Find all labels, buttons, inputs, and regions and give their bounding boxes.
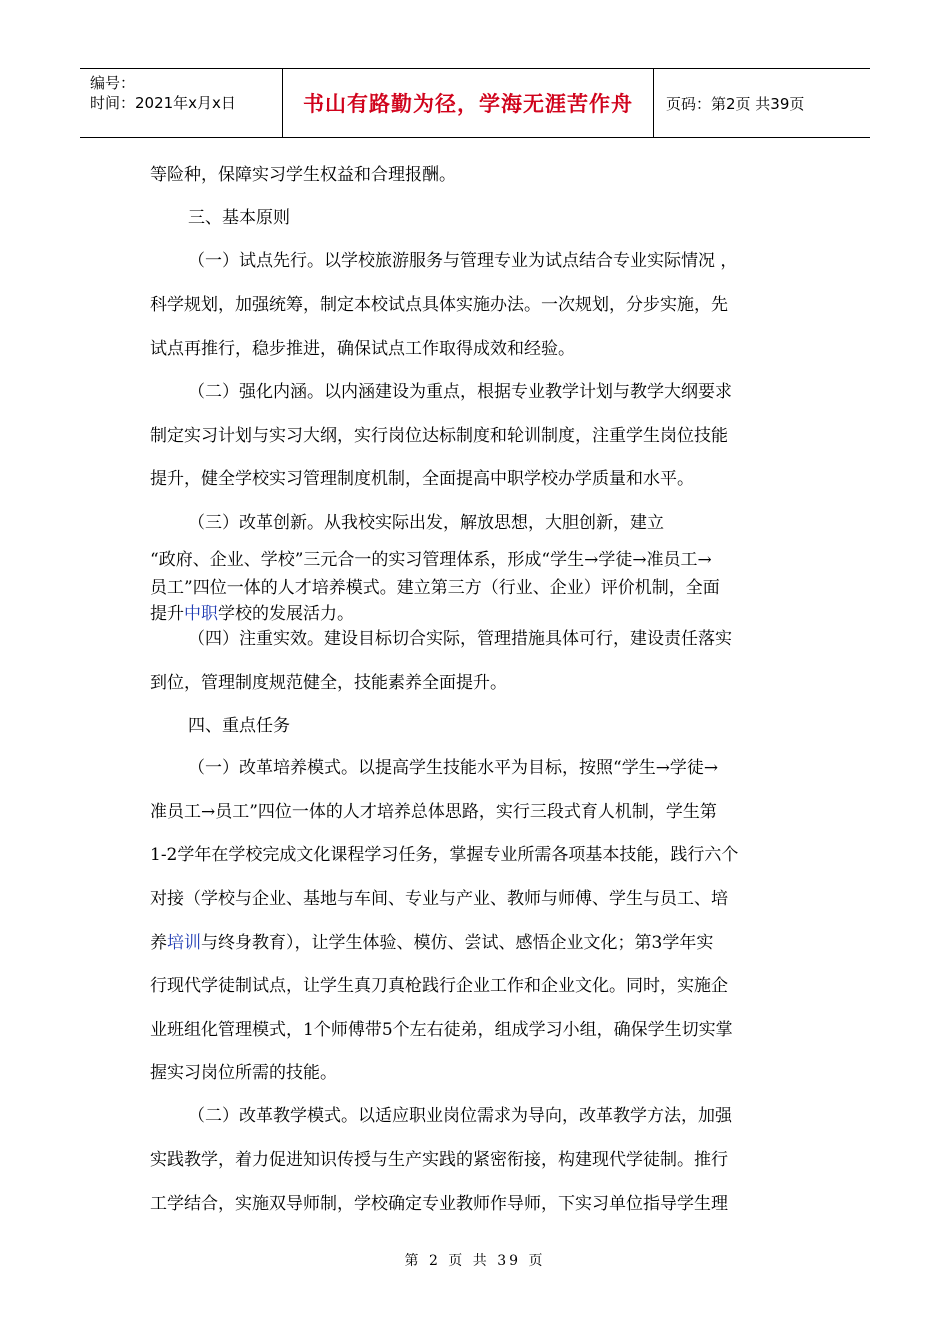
text-line: （三）改革创新。从我校实际出发，解放思想，大胆创新，建立 [188,513,664,533]
section-heading: 四、重点任务 [188,716,290,736]
text-line: 制定实习计划与实习大纲，实行岗位达标制度和轮训制度，注重学生岗位技能 [150,426,728,446]
text-line: 提升，健全学校实习管理制度机制，全面提高中职学校办学质量和水平。 [150,469,694,489]
number-label: 编号： [90,74,136,92]
text-line: （四）注重实效。建设目标切合实际，管理措施具体可行，建设责任落实 [188,629,732,649]
text-line: 试点再推行，稳步推进，确保试点工作取得成效和经验。 [150,339,575,359]
text-line: 到位，管理制度规范健全，技能素养全面提升。 [150,673,507,693]
text-line: 工学结合，实施双导师制，学校确定专业教师作导师，下实习单位指导学生理 [150,1194,728,1214]
header-page-cell [654,69,870,137]
text-line [150,599,354,624]
text-line: 科学规划，加强统筹，制定本校试点具体实施办法。一次规划，分步实施，先 [150,295,728,315]
text-span: 学校的发展活力。 [218,604,354,624]
text-span: 提升 [150,604,184,624]
text-line: 实践教学，着力促进知识传授与生产实践的紧密衔接，构建现代学徒制。推行 [150,1150,728,1170]
header-meta [80,69,282,137]
text-line: （二）强化内涵。以内涵建设为重点，根据专业教学计划与教学大纲要求 [188,382,732,402]
text-line: 行现代学徒制试点，让学生真刀真枪践行企业工作和企业文化。同时，实施企 [150,976,728,996]
text-line: 对接（学校与企业、基地与车间、专业与产业、教师与师傅、学生与员工、培 [150,889,728,909]
header-motto-cell [282,69,654,137]
text-line: 员工”四位一体的人才培养模式。建立第三方（行业、企业）评价机制，全面 [150,578,720,598]
text-span: 与终身教育），让学生体验、模仿、尝试、感悟企业文化；第3学年实 [201,933,714,953]
page-footer: 第 2 页 共 39 页 [404,1253,546,1269]
link-peixun[interactable]: 培训 [167,933,201,953]
text-line: （二）改革教学模式。以适应职业岗位需求为导向，改革教学方法，加强 [188,1106,732,1126]
text-line: （一）试点先行。以学校旅游服务与管理专业为试点结合专业实际情况 ， [188,251,738,271]
section-heading: 三、基本原则 [188,208,290,228]
link-zhongzhi[interactable]: 中职 [184,604,218,624]
text-line: 等险种，保障实习学生权益和合理报酬。 [150,165,456,185]
page-header [80,68,870,138]
text-line: 准员工→员工”四位一体的人才培养总体思路，实行三段式育人机制，学生第 [150,802,717,822]
motto: 书山有路勤为径，学海无涯苦作舟 [303,92,633,116]
text-span: 养 [150,933,167,953]
text-line: 握实习岗位所需的技能。 [150,1063,337,1083]
text-line [150,928,713,953]
page-info: 页码：第2页 共39页 [666,94,805,113]
text-line: 1-2学年在学校完成文化课程学习任务，掌握专业所需各项基本技能，践行六个 [150,845,739,865]
text-line: （一）改革培养模式。以提高学生技能水平为目标，按照“学生→学徒→ [188,758,719,778]
text-line: “政府、企业、学校”三元合一的实习管理体系，形成“学生→学徒→准员工→ [150,550,712,570]
time-label: 时间：2021年x月x日 [90,94,236,112]
text-line: 业班组化管理模式，1个师傅带5个左右徒弟，组成学习小组，确保学生切实掌 [150,1020,733,1040]
